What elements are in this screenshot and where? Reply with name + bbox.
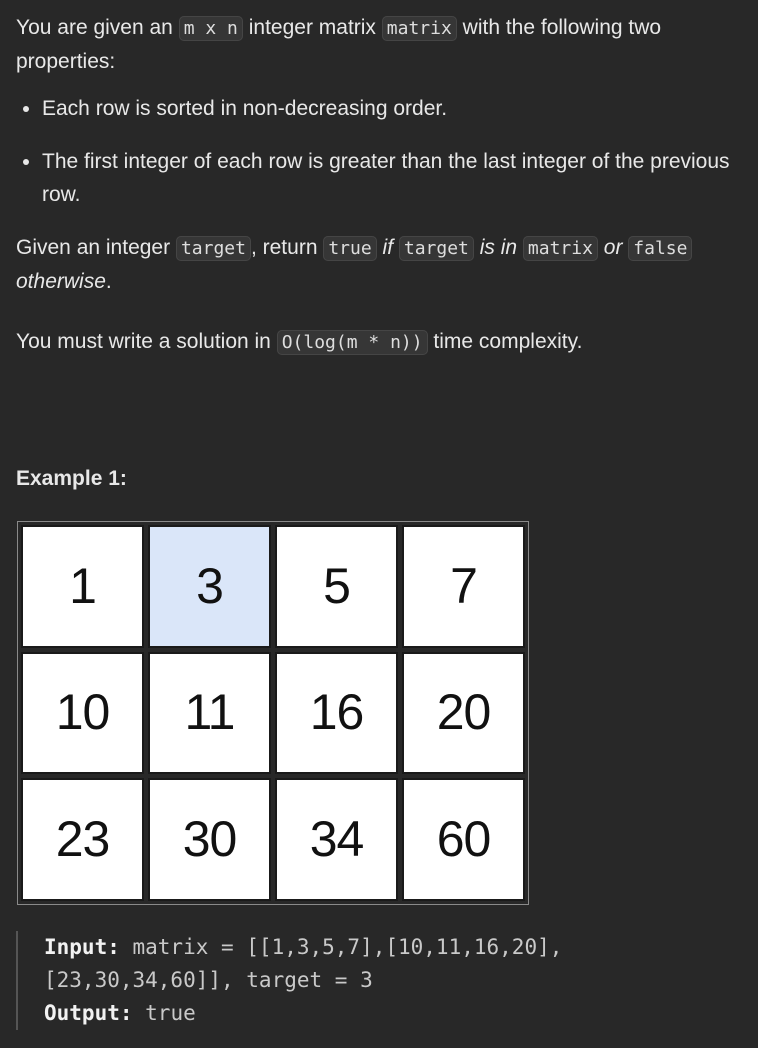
intro-text-c: with the following two properties: [16, 16, 662, 73]
output-label: Output: [44, 1001, 133, 1025]
property-item: • Each row is sorted in non-decreasing order. [42, 92, 746, 125]
complexity-text-b: time complexity. [427, 330, 583, 353]
intro-text-b: integer matrix [242, 16, 382, 39]
task-em-isin: is in [473, 236, 523, 259]
property-item: • The first integer of each row is greater than the last integer of the previous row. [42, 145, 746, 211]
matrix-code: matrix [523, 236, 598, 261]
input-label: Input: [44, 935, 120, 959]
matrix-cell: 30 [148, 778, 271, 901]
true-code: true [323, 236, 376, 261]
example-title: Example 1: [16, 467, 127, 490]
property-list [16, 92, 746, 211]
statement-complexity [16, 325, 746, 359]
matrix-cell: 11 [148, 652, 271, 775]
example-io-block [16, 931, 746, 1030]
task-em-otherwise: otherwise [16, 270, 106, 293]
matrix-cell: 1 [21, 525, 144, 648]
complexity-text-a: You must write a solution in [16, 330, 277, 353]
matrix-cell: 7 [402, 525, 525, 648]
matrix-cell: 10 [21, 652, 144, 775]
intro-text-a: You are given an [16, 16, 179, 39]
matrix-cell: 34 [275, 778, 398, 901]
matrix-cell: 3 [148, 525, 271, 648]
target-code: target [176, 236, 251, 261]
problem-content [16, 11, 746, 1025]
task-text-b: , return [250, 236, 324, 259]
task-em-if: if [376, 236, 399, 259]
target-code: target [399, 236, 474, 261]
matrix-cell: 5 [275, 525, 398, 648]
matrix-cell: 23 [21, 778, 144, 901]
matrix-code: matrix [382, 16, 457, 41]
output-value: true [132, 1001, 196, 1025]
complexity-code: O(log(m * n)) [277, 330, 428, 355]
matrix-cell: 20 [402, 652, 525, 775]
matrix-cell: 16 [275, 652, 398, 775]
task-text-a: Given an integer [16, 236, 176, 259]
task-period: . [105, 270, 112, 293]
task-em-or: or [597, 236, 629, 259]
statement-task [16, 231, 746, 298]
false-code: false [628, 236, 692, 261]
dims-code: m x n [179, 16, 243, 41]
statement-intro [16, 11, 746, 78]
matrix-cell: 60 [402, 778, 525, 901]
input-value: matrix = [[1,3,5,7],[10,11,16,20],[23,30,34,60]], target = 3 [44, 935, 563, 992]
example-matrix-image [17, 521, 529, 905]
